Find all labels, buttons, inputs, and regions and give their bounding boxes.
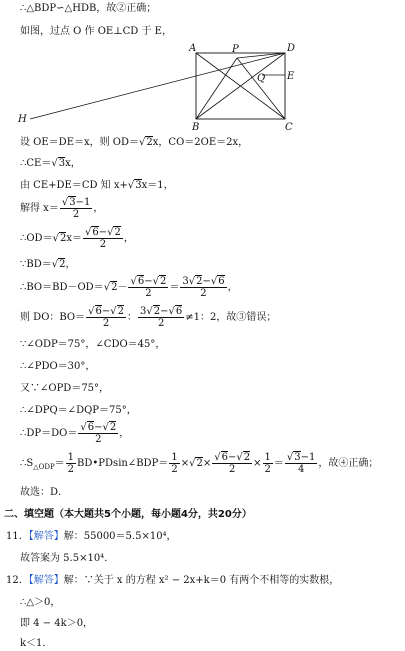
q12-step-1: ∴△＞0，	[20, 597, 61, 608]
section-heading: 二、填空题（本大题共5个小题，每小题4分，共20分）	[4, 509, 252, 520]
q12-answer: 12．【解答】解：∵关于 x 的方程 x² − 2x+k＝0 有两个不相等的实数根，	[6, 575, 340, 586]
line-6: 解得 x＝ $\frac{√3-1}{2}$ ，	[20, 197, 104, 220]
q11-answer: 11．【解答】解：55000＝5.5×10⁴，	[6, 531, 177, 542]
point-D: D	[287, 43, 296, 54]
q11-result: 故答案为 5.5×10⁴．	[20, 553, 115, 564]
q12-step-3: k＜1．	[20, 638, 53, 649]
line-14: ∴∠DPQ＝∠DQP＝75°，	[20, 405, 137, 416]
line-4: ∴CE＝√3x，	[20, 158, 81, 169]
point-B: B	[192, 122, 200, 130]
line-3: 设 OE＝DE＝x，则 OD＝√2x，CO＝2OE＝2x，	[20, 137, 249, 148]
q11-tag: 【解答】	[28, 531, 64, 542]
line-7: ∴OD＝√2x＝ $\frac{√6-√2}{2}$ ，	[20, 227, 134, 250]
line-13: 又∵∠OPD＝75°，	[20, 383, 110, 394]
line-11: ∵∠ODP＝75°，∠CDO＝45°，	[20, 339, 166, 350]
line-2: 如图，过点 O 作 OE⊥CD 于 E，	[20, 26, 172, 37]
line-12: ∴∠PDO＝30°，	[20, 361, 96, 372]
point-A: A	[189, 43, 197, 54]
line-15: ∴DP＝DO＝ $\frac{√6-√2}{2}$ ，	[20, 422, 130, 445]
q12-tag: 【解答】	[28, 575, 64, 586]
point-P: P	[232, 44, 239, 55]
line-10: 则 DO：BO＝ $\frac{√6-√2}{2}$ ： $\frac{3√2-√6}{2}$ ≠1：2，故③错误；	[20, 306, 277, 329]
point-Q: Q	[257, 73, 266, 84]
point-H: H	[18, 114, 27, 125]
line-5: 由 CE+DE＝CD 知 x+√3x＝1，	[20, 180, 174, 191]
line-1: ∴△BDP∽△HDB，故②正确；	[20, 3, 157, 14]
line-17: 故选：D．	[20, 487, 69, 498]
line-8: ∵BD＝√2，	[20, 259, 76, 270]
q12-step-2: 即 4 − 4k＞0，	[20, 618, 94, 629]
line-16: $\therefore S_{\triangle ODP}=$ $\frac{1}{2}$ BD•PDsin∠BDP＝ $\frac{1}{2}$ ×√2× $\frac{√6-√2}{2}$ × $\frac{1}{2}$ ＝ $\frac{√3-1}{4}$ ，故④正确；	[20, 452, 379, 475]
point-E: E	[287, 71, 295, 82]
point-C: C	[285, 122, 293, 130]
line-9: ∴BO＝BD－OD＝√2－ $\frac{√6-√2}{2}$ ＝ $\frac{3√2-√6}{2}$ ，	[20, 276, 238, 299]
geometry-figure	[0, 40, 405, 130]
